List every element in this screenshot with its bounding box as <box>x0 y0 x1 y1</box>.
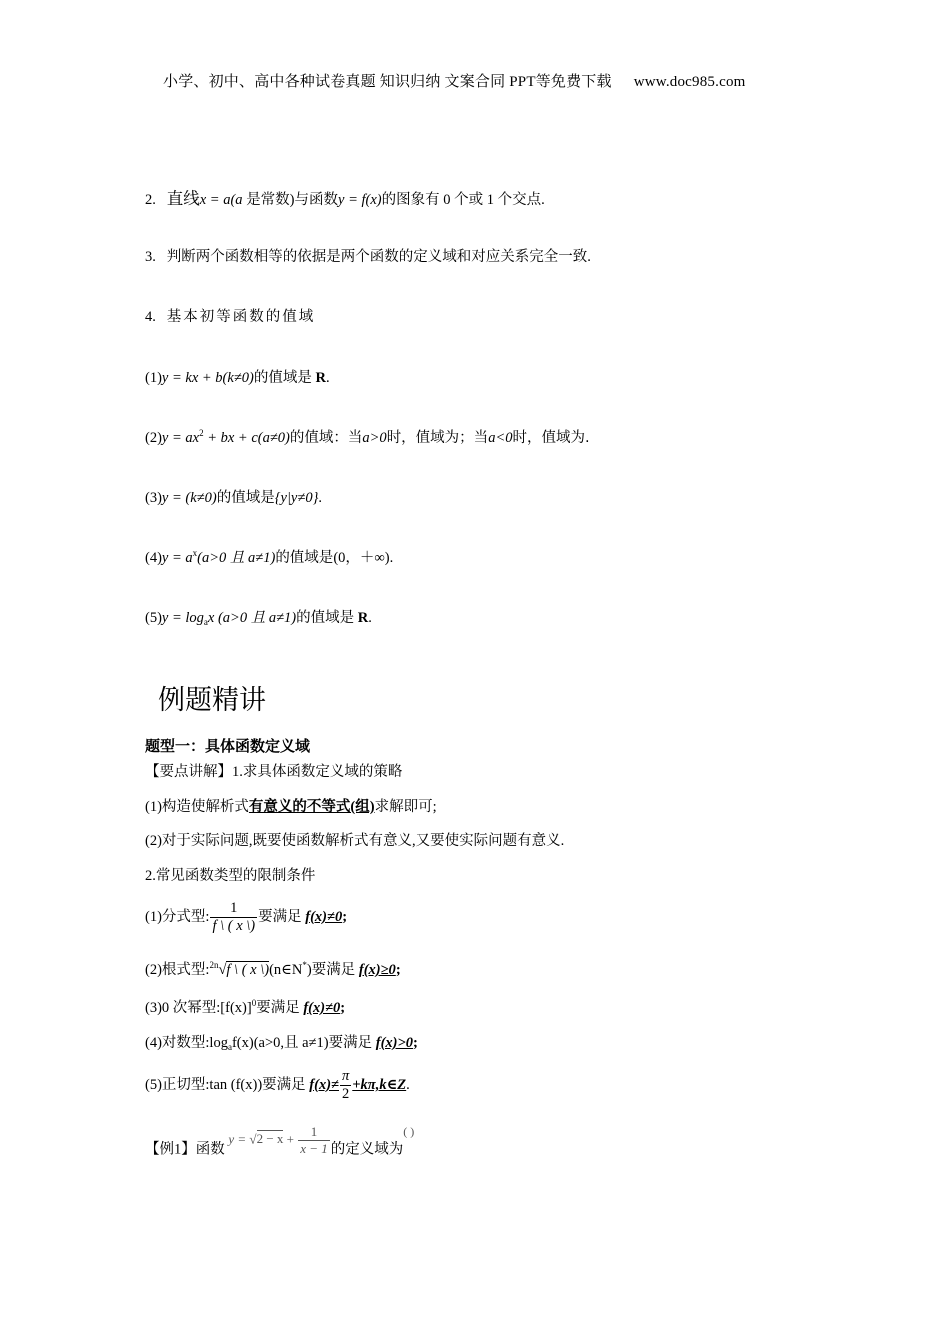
range-line-1: (1)y = kx + b(k≠0)的值域是 R. <box>145 370 330 386</box>
condition-tan: (5)正切型:tan (f(x))要满足 f(x)≠ $\frac{\pi}{2}$ +kπ,k∈Z. <box>145 1068 410 1102</box>
condition-radical: (2)根式型:$^{2n}$√f \ ( x \)(n∈N*)要满足 f(x)≥0; <box>145 960 401 978</box>
type-heading: 题型一：具体函数定义域 <box>145 737 311 755</box>
range-line-3: (3)y = (k≠0)的值域是{y|y≠0}. <box>145 490 322 506</box>
fraction: $\frac{1}{f \backslash ( x \backslash)}$ <box>212 900 256 934</box>
header-text: 小学、初中、高中各种试卷真题 知识归纳 文案合同 PPT等免费下载 <box>163 74 612 90</box>
condition-power: (3)0 次幂型$:[f(x)]^0$要满足 f(x)≠0; <box>145 998 346 1016</box>
range-line-4: $(4)y = a^x(a>0$ 且 a≠1)的值域是(0，＋∞). <box>145 548 394 566</box>
item-2: 2. 直线x = a(a 是常数)与函数y = f(x)的图象有 0 个或 1 个交点. <box>145 189 545 208</box>
page-header <box>163 70 746 91</box>
example-1: 【例1】函数 y = √2 − x + $\frac{1}{x - 1}$ 的定义域为( ) <box>145 1124 415 1158</box>
range-line-2: $(2)y = ax^2$ + bx + c(a≠0)的值域：当a>0时，值域为；当a<0时，值域为. <box>145 428 590 446</box>
range-line-5: $(5)y = \log_ax$ (a>0 且 a≠1)的值域是 R. <box>145 610 372 627</box>
key-line-2: (2)对于实际问题,既要使函数解析式有意义,又要使实际问题有意义. <box>145 833 565 849</box>
section-title: 例题精讲 <box>158 685 266 716</box>
radical-sign: √ <box>218 962 227 978</box>
item-3: 3. 判断两个函数相等的依据是两个函数的定义域和对应关系完全一致. <box>145 249 591 265</box>
example-formula: y = √2 − x + $\frac{1}{x - 1}$ <box>228 1124 328 1156</box>
key-line-1: (1)构造使解析式有意义的不等式(组)求解即可; <box>145 799 437 815</box>
key-line-3: 2.常见函数类型的限制条件 <box>145 868 316 884</box>
condition-fraction: (1)分式型: $\frac{1}{f \backslash ( x \backslash)}$ 要满足 f(x)≠0; <box>145 900 348 934</box>
item-4: 4. 基本初等函数的值域 <box>145 309 316 325</box>
key-points: 【要点讲解】1.求具体函数定义域的策略 <box>145 764 403 780</box>
condition-log: (4)对数型$:\log_af(x)(a>0$,且 a≠1)要满足 f(x)>0; <box>145 1035 418 1052</box>
header-url: www.doc985.com <box>633 74 746 90</box>
